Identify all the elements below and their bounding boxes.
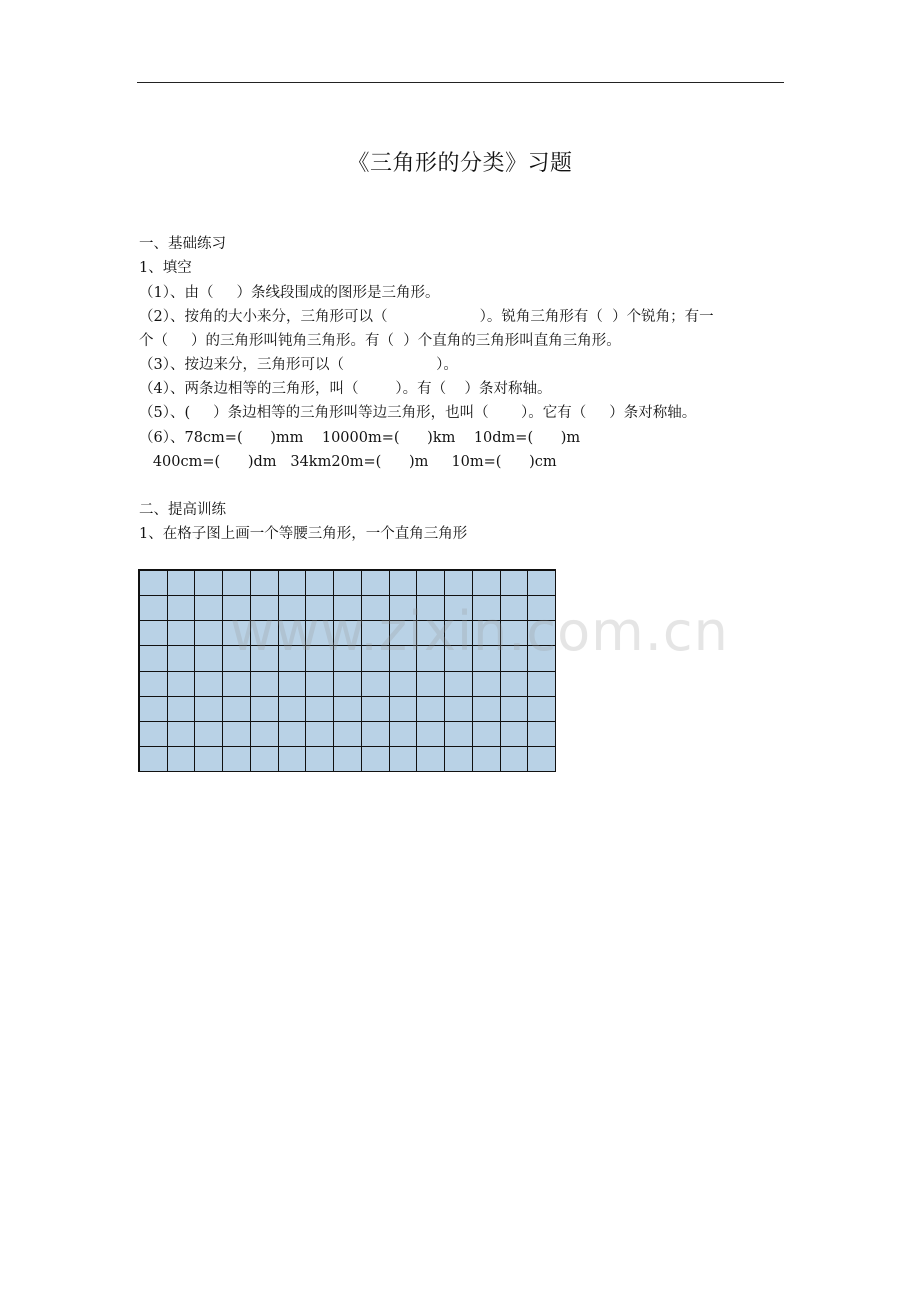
- grid-cell[interactable]: [306, 646, 334, 671]
- grid-cell[interactable]: [445, 722, 473, 747]
- grid-cell[interactable]: [334, 722, 362, 747]
- grid-cell[interactable]: [195, 747, 223, 772]
- grid-cell[interactable]: [140, 697, 168, 722]
- grid-cell[interactable]: [473, 672, 501, 697]
- grid-cell[interactable]: [417, 722, 445, 747]
- grid-cell[interactable]: [168, 747, 196, 772]
- grid-cell[interactable]: [445, 747, 473, 772]
- grid-cell[interactable]: [306, 697, 334, 722]
- header-rule: [137, 82, 784, 83]
- grid-cell[interactable]: [279, 672, 307, 697]
- grid-cell[interactable]: [390, 697, 418, 722]
- grid-cell[interactable]: [501, 697, 529, 722]
- grid-cell[interactable]: [417, 596, 445, 621]
- grid-cell[interactable]: [417, 672, 445, 697]
- grid-cell[interactable]: [251, 646, 279, 671]
- grid-cell[interactable]: [473, 596, 501, 621]
- grid-cell[interactable]: [195, 672, 223, 697]
- question-line: （5）、( ）条边相等的三角形叫等边三角形，也叫（ ）。它有（ ）条对称轴。: [139, 405, 697, 421]
- question-line: 400cm=( )dm 34km20m=( )m 10m=( )cm: [139, 454, 557, 470]
- grid-cell[interactable]: [195, 697, 223, 722]
- grid-cell[interactable]: [251, 621, 279, 646]
- grid-cell[interactable]: [528, 747, 556, 772]
- watermark: www.zixin.com.cn: [230, 600, 729, 663]
- grid-cell[interactable]: [390, 596, 418, 621]
- grid-cell[interactable]: [334, 747, 362, 772]
- grid-cell[interactable]: [140, 571, 168, 596]
- grid-cell[interactable]: [528, 697, 556, 722]
- question-line: 个（ ）的三角形叫钝角三角形。有（ ）个直角的三角形叫直角三角形。: [139, 333, 621, 349]
- grid-cell[interactable]: [251, 596, 279, 621]
- grid-cell[interactable]: [195, 646, 223, 671]
- grid-cell[interactable]: [473, 571, 501, 596]
- grid-cell[interactable]: [306, 747, 334, 772]
- grid-cell[interactable]: [501, 571, 529, 596]
- grid-cell[interactable]: [140, 722, 168, 747]
- grid-cell[interactable]: [445, 596, 473, 621]
- grid-cell[interactable]: [223, 672, 251, 697]
- question-line: （6）、78cm=( )mm 10000m=( )km 10dm=( )m: [139, 430, 581, 446]
- section1-heading: 一、基础练习: [139, 236, 226, 252]
- grid-cell[interactable]: [195, 596, 223, 621]
- grid-cell[interactable]: [334, 571, 362, 596]
- grid-cell[interactable]: [528, 646, 556, 671]
- grid-cell[interactable]: [279, 722, 307, 747]
- grid-cell[interactable]: [473, 747, 501, 772]
- grid-cell[interactable]: [223, 596, 251, 621]
- question-line: （4）、两条边相等的三角形，叫（ ）。有（ ）条对称轴。: [139, 381, 552, 397]
- drawing-grid[interactable]: [138, 569, 556, 772]
- grid-cell[interactable]: [473, 646, 501, 671]
- grid-cell[interactable]: [306, 596, 334, 621]
- q1-heading: 1、填空: [139, 260, 192, 276]
- grid-cell[interactable]: [501, 747, 529, 772]
- grid-cell[interactable]: [362, 571, 390, 596]
- grid-cell[interactable]: [223, 722, 251, 747]
- grid-cell[interactable]: [501, 646, 529, 671]
- grid-cell[interactable]: [501, 596, 529, 621]
- grid-cell[interactable]: [501, 621, 529, 646]
- question-line: （2）、按角的大小来分，三角形可以（ ）。锐角三角形有（ ）个锐角；有一: [139, 309, 714, 325]
- grid-cell[interactable]: [306, 722, 334, 747]
- grid-cell[interactable]: [473, 697, 501, 722]
- grid-cell[interactable]: [223, 646, 251, 671]
- grid-cell[interactable]: [390, 621, 418, 646]
- grid-cell[interactable]: [279, 596, 307, 621]
- grid-cell[interactable]: [362, 596, 390, 621]
- grid-cell[interactable]: [251, 672, 279, 697]
- grid-cell[interactable]: [140, 646, 168, 671]
- grid-cell[interactable]: [528, 596, 556, 621]
- grid-cell[interactable]: [473, 722, 501, 747]
- grid-cell[interactable]: [168, 672, 196, 697]
- grid-cell[interactable]: [251, 747, 279, 772]
- grid-cell[interactable]: [168, 571, 196, 596]
- grid-cell[interactable]: [168, 697, 196, 722]
- grid-cell[interactable]: [473, 621, 501, 646]
- grid-cell[interactable]: [445, 646, 473, 671]
- grid-cell[interactable]: [362, 646, 390, 671]
- grid-cell[interactable]: [140, 747, 168, 772]
- grid-cell[interactable]: [390, 646, 418, 671]
- grid-cell[interactable]: [223, 621, 251, 646]
- grid-cell[interactable]: [334, 697, 362, 722]
- grid-cell[interactable]: [251, 722, 279, 747]
- grid-cell[interactable]: [279, 697, 307, 722]
- grid-cell[interactable]: [334, 621, 362, 646]
- section2-heading: 二、提高训练: [139, 502, 226, 518]
- grid-cell[interactable]: [417, 747, 445, 772]
- grid-cell[interactable]: [528, 621, 556, 646]
- grid-cell[interactable]: [362, 747, 390, 772]
- grid-cell[interactable]: [362, 621, 390, 646]
- grid-cell[interactable]: [362, 672, 390, 697]
- grid-cell[interactable]: [140, 621, 168, 646]
- grid-cell[interactable]: [417, 571, 445, 596]
- grid-cell[interactable]: [279, 747, 307, 772]
- grid-cell[interactable]: [279, 571, 307, 596]
- grid-cell[interactable]: [279, 621, 307, 646]
- grid-cell[interactable]: [223, 747, 251, 772]
- grid-cell[interactable]: [445, 571, 473, 596]
- grid-cell[interactable]: [390, 722, 418, 747]
- grid-cell[interactable]: [195, 571, 223, 596]
- grid-cell[interactable]: [390, 747, 418, 772]
- grid-cell[interactable]: [140, 672, 168, 697]
- page-title: 《三角形的分类》习题: [347, 151, 573, 176]
- section2-question: 1、在格子图上画一个等腰三角形，一个直角三角形: [139, 526, 468, 542]
- grid-cell[interactable]: [306, 571, 334, 596]
- grid-cell[interactable]: [501, 672, 529, 697]
- grid-cell[interactable]: [528, 672, 556, 697]
- grid-cell[interactable]: [417, 646, 445, 671]
- grid-cell[interactable]: [362, 722, 390, 747]
- grid-cell[interactable]: [306, 672, 334, 697]
- grid-cell[interactable]: [390, 571, 418, 596]
- grid-cell[interactable]: [140, 596, 168, 621]
- grid-cell[interactable]: [251, 697, 279, 722]
- grid-cell[interactable]: [168, 621, 196, 646]
- question-line: （3）、按边来分，三角形可以（ ）。: [139, 357, 458, 373]
- grid-cell[interactable]: [168, 722, 196, 747]
- grid-cell[interactable]: [362, 697, 390, 722]
- grid-cell[interactable]: [195, 722, 223, 747]
- grid-cell[interactable]: [334, 646, 362, 671]
- grid-cell[interactable]: [445, 621, 473, 646]
- grid-cell[interactable]: [528, 722, 556, 747]
- grid-cell[interactable]: [195, 621, 223, 646]
- grid-cell[interactable]: [251, 571, 279, 596]
- grid-cell[interactable]: [168, 646, 196, 671]
- grid-cell[interactable]: [528, 571, 556, 596]
- grid-cell[interactable]: [223, 697, 251, 722]
- grid-cell[interactable]: [168, 596, 196, 621]
- grid-cell[interactable]: [279, 646, 307, 671]
- grid-cell[interactable]: [417, 697, 445, 722]
- grid-cell[interactable]: [334, 596, 362, 621]
- grid-cell[interactable]: [445, 672, 473, 697]
- grid-cell[interactable]: [445, 697, 473, 722]
- grid-cell[interactable]: [306, 621, 334, 646]
- grid-cell[interactable]: [390, 672, 418, 697]
- grid-cell[interactable]: [501, 722, 529, 747]
- grid-cell[interactable]: [334, 672, 362, 697]
- grid-cell[interactable]: [223, 571, 251, 596]
- grid-cell[interactable]: [417, 621, 445, 646]
- question-line: （1）、由（ ）条线段围成的图形是三角形。: [139, 285, 440, 301]
